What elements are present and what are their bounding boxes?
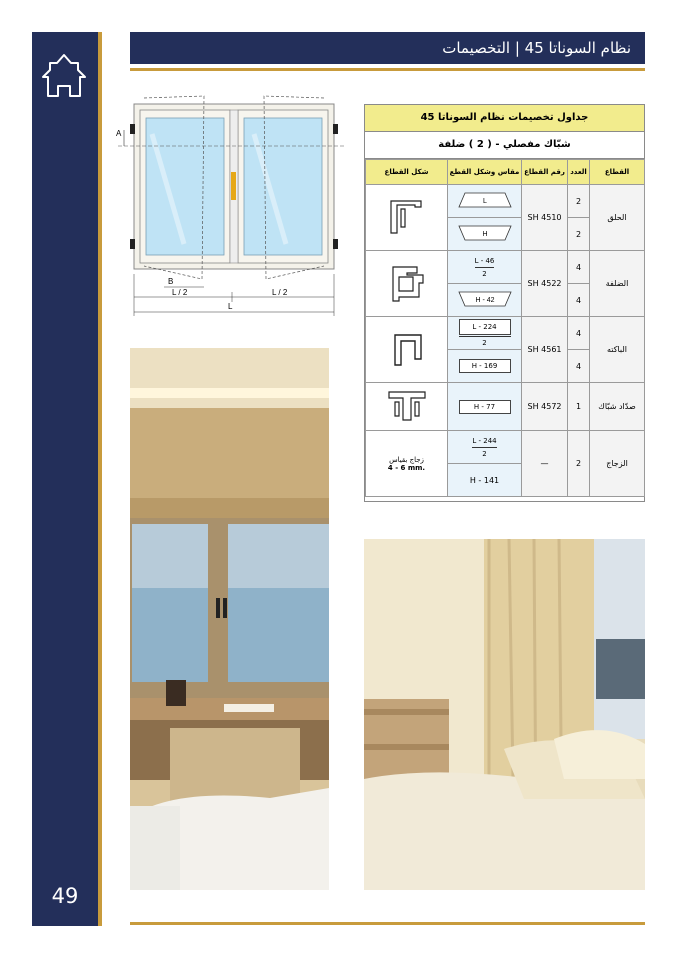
photo-room-window: [130, 348, 329, 890]
col-header-cut: مقاس وشكل القطع: [448, 160, 522, 185]
cut-cell: [448, 350, 522, 383]
glass-shape-size: 4 - 6 mm.: [387, 463, 426, 472]
photo-bedroom: [364, 539, 645, 890]
section-name: الضلفة: [590, 251, 645, 317]
cut-label: L - 244: [472, 436, 497, 445]
profile-sash-icon: [387, 261, 427, 305]
section-name: الحلق: [590, 185, 645, 251]
cut-cell: [448, 218, 522, 251]
sidebar-gold-stripe: [98, 32, 102, 926]
profile-shape-mullion: [366, 383, 448, 431]
profile-mullion-icon: [385, 386, 429, 426]
cut-cell: [448, 251, 522, 284]
window-dimension-diagram: [114, 94, 350, 316]
profile-code: SH 4510: [522, 185, 568, 251]
table-title: جداول تخصيمات نظام السوناتا 45: [365, 105, 644, 132]
cut-label: H - 77: [459, 400, 511, 414]
cut-spec-table: [364, 104, 645, 502]
dim-l-label: L: [228, 302, 233, 311]
cut-cell: [448, 317, 522, 350]
cut-label: L: [482, 198, 487, 205]
header-gold-rule: [130, 68, 645, 71]
page-number: 49: [51, 884, 79, 908]
col-header-code: رقم القطاع: [522, 160, 568, 185]
dim-l2-right-label: L / 2: [272, 288, 288, 297]
house-logo-icon: [40, 52, 88, 102]
dim-a-label: A: [116, 129, 122, 138]
glass-shape: [366, 431, 448, 497]
glass-shape-label: زجاج بقياس: [389, 455, 424, 464]
col-header-count: العدد: [568, 160, 590, 185]
profile-shape-sash: [366, 251, 448, 317]
cut-cell: [448, 464, 522, 497]
cut-label: H: [481, 231, 488, 238]
count-cell: 4: [568, 284, 590, 317]
cut-cell: [448, 185, 522, 218]
profile-shape-bead: [366, 317, 448, 383]
cut-label: H - 169: [459, 359, 511, 373]
section-name: صدّاد شبّاك: [590, 383, 645, 431]
page-title: نظام السوناتا 45 | التخصيمات: [130, 32, 645, 64]
count-cell: 2: [568, 218, 590, 251]
count-cell: 1: [568, 383, 590, 431]
profile-code: —: [522, 431, 568, 497]
cut-label: L - 46: [474, 256, 495, 265]
col-header-section: القطاع: [590, 160, 645, 185]
cut-label: H - 42: [474, 297, 495, 304]
cut-divisor: 2: [482, 269, 487, 278]
dim-b-label: B: [168, 277, 174, 286]
cut-cell: [448, 431, 522, 464]
count-cell: 2: [568, 185, 590, 218]
cut-cell: [448, 284, 522, 317]
profile-bead-icon: [387, 329, 427, 369]
section-name: الزجاج: [590, 431, 645, 497]
count-cell: 2: [568, 431, 590, 497]
table-subtitle: شبّاك مفصلي - ( 2 ) ضلفة: [365, 132, 644, 159]
count-cell: 4: [568, 317, 590, 350]
count-cell: 4: [568, 251, 590, 284]
section-name: الباكته: [590, 317, 645, 383]
dim-l2-left-label: L / 2: [172, 288, 188, 297]
spec-grid: [365, 159, 645, 497]
profile-code: SH 4561: [522, 317, 568, 383]
profile-frame-icon: [387, 197, 427, 237]
footer-gold-rule: [130, 922, 645, 925]
cut-label: H - 141: [469, 475, 500, 485]
profile-code: SH 4522: [522, 251, 568, 317]
col-header-shape: شكل القطاع: [366, 160, 448, 185]
cut-divisor: 2: [482, 449, 487, 458]
cut-cell: [448, 383, 522, 431]
cut-label: L - 224: [459, 319, 511, 335]
sidebar: [32, 32, 98, 926]
profile-code: SH 4572: [522, 383, 568, 431]
cut-divisor: 2: [482, 338, 487, 347]
count-cell: 4: [568, 350, 590, 383]
profile-shape-frame: [366, 185, 448, 251]
